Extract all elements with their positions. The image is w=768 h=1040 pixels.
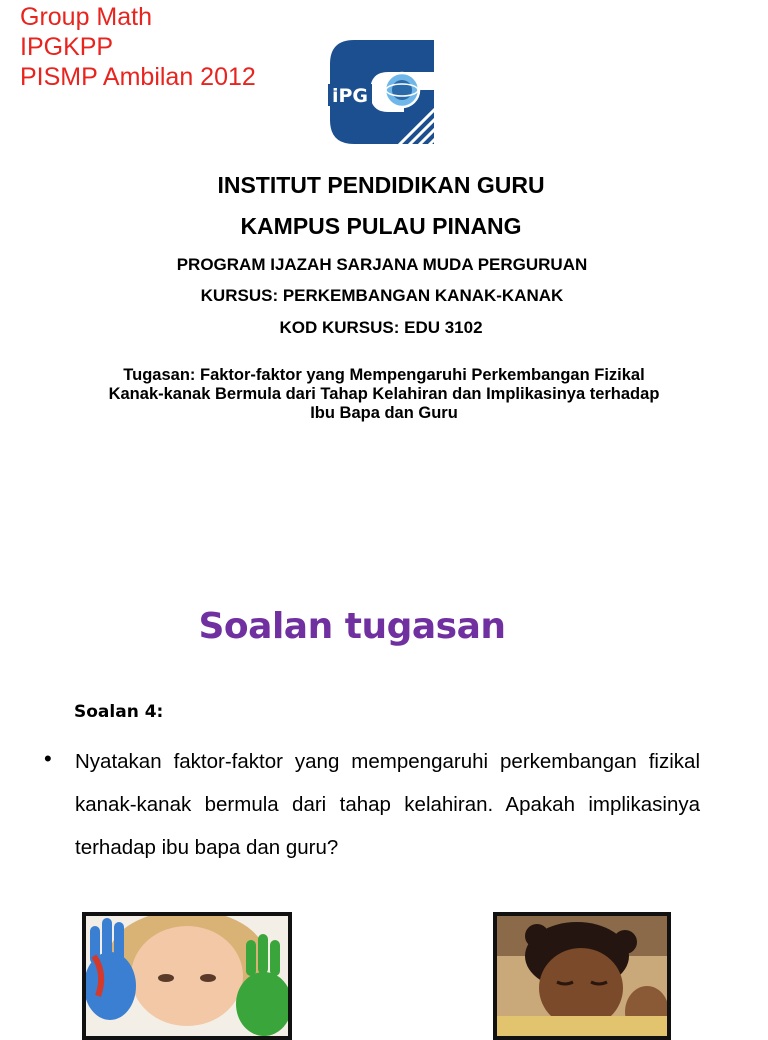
child-painted-hands-photo [82, 912, 292, 1040]
corner-note-line: Group Math [20, 3, 153, 31]
task-title-line: Ibu Bapa dan Guru [310, 404, 458, 422]
ipg-logo-icon [326, 36, 436, 148]
logo-text: iPG [331, 85, 369, 107]
corner-note [20, 2, 256, 92]
program-name: PROGRAM IJAZAH SARJANA MUDA PERGURUAN [176, 255, 588, 274]
task-title [54, 366, 714, 423]
course-name: KURSUS: PERKEMBANGAN KANAK-KANAK [200, 286, 564, 305]
corner-note-line: IPGKPP [20, 33, 114, 61]
course-code: KOD KURSUS: EDU 3102 [279, 318, 483, 337]
corner-note-line: PISMP Ambilan 2012 [20, 63, 256, 91]
task-title-line: Kanak-kanak Bermula dari Tahap Kelahiran dan Implikasinya terhadap [108, 385, 660, 403]
campus-name: KAMPUS PULAU PINANG [240, 213, 522, 239]
institute-name: INSTITUT PENDIDIKAN GURU [217, 172, 545, 198]
question-label: Soalan 4: [74, 702, 164, 722]
section-title: Soalan tugasan [198, 606, 506, 647]
sleeping-child-photo [493, 912, 671, 1040]
task-title-line: Tugasan: Faktor-faktor yang Mempengaruhi Perkembangan Fizikal [123, 366, 645, 384]
question-text: Nyatakan faktor-faktor yang mempengaruhi perkembangan fizikal kanak-kanak bermula dari tahap kelahiran. Apakah implikasinya terhadap ibu bapa dan guru? [75, 750, 700, 859]
bullet-icon: • [44, 746, 52, 771]
